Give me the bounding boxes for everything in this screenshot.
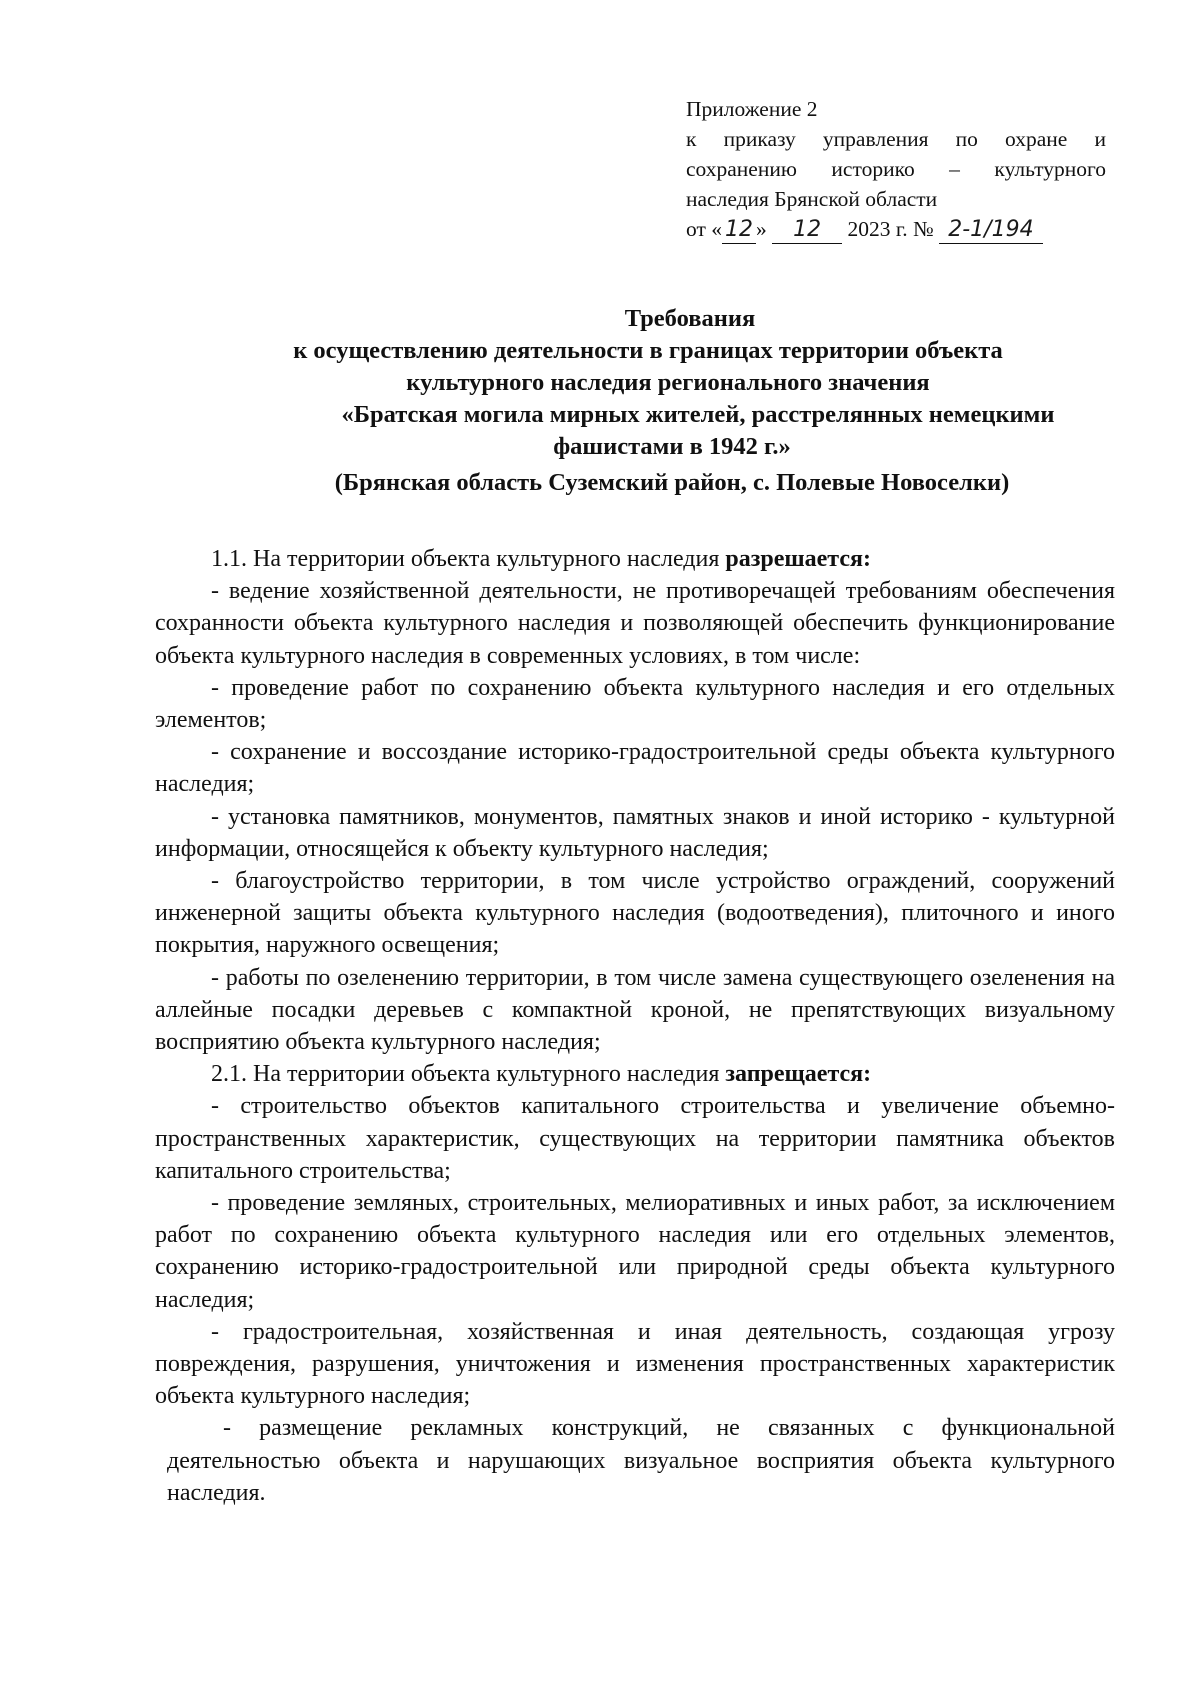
- attachment-line-2: сохранению историко – культурного: [686, 157, 1106, 181]
- attachment-title: Приложение 2: [686, 97, 818, 121]
- order-month: 12: [772, 217, 842, 244]
- title-address: (Брянская область Суземский район, с. Полевые Новоселки): [334, 469, 1010, 496]
- order-date-line: [686, 214, 1106, 244]
- attachment-header: [686, 94, 1106, 244]
- document-title: [150, 303, 1110, 499]
- title-line-2: культурного наследия регионального значения: [406, 369, 930, 396]
- section-2-heading: [155, 1058, 1115, 1090]
- paragraph-1: - ведение хозяйственной деятельности, не противоречащей требованиям обеспечения сохранности объекта культурного наследия и позволяющей обеспечить функционирование объекта культурного наследия в современных условиях, в том числе:: [155, 578, 1115, 669]
- paragraph-7: - строительство объектов капитального строительства и увеличение объемно-пространственных характеристик, существующих на территории памятника объектов капитального строительства;: [155, 1093, 1115, 1184]
- paragraph-4: - установка памятников, монументов, памятных знаков и иной историко - культурной информации, относящейся к объекту культурного наследия;: [155, 803, 1115, 862]
- date-separator: »: [756, 217, 773, 241]
- title-heading: Требования: [624, 305, 756, 332]
- paragraph-9: - градостроительная, хозяйственная и иная деятельность, создающая угрозу повреждения, разрушения, уничтожения и изменения пространственных характеристик объекта культурного наследия;: [155, 1318, 1115, 1410]
- attachment-line-1: к приказу управления по охране и: [686, 127, 1106, 151]
- title-line-4: фашистами в 1942 г.»: [553, 433, 791, 460]
- section-2-keyword: запрещается:: [725, 1061, 872, 1088]
- order-day: 12: [722, 217, 756, 244]
- attachment-line-3: наследия Брянской области: [686, 187, 938, 211]
- section-1-text: 1.1. На территории объекта культурного наследия: [211, 546, 726, 572]
- paragraph-2: - проведение работ по сохранению объекта культурного наследия и его отдельных элементов;: [155, 674, 1115, 734]
- paragraph-6: - работы по озеленению территории, в том числе замена существующего озеленения на аллейные посадки деревьев с компактной кроной, не препятствующих визуальному восприятию объекта культурного наследия;: [155, 964, 1115, 1056]
- year-text: 2023 г. №: [842, 217, 939, 241]
- paragraph-10: - размещение рекламных конструкций, не связанных с функциональной деятельностью объекта и нарушающих визуальное восприятия объекта культурного наследия.: [167, 1415, 1115, 1506]
- title-line-1: к осуществлению деятельности в границах территории объекта: [293, 337, 1003, 364]
- paragraph-5: - благоустройство территории, в том числе устройство ограждений, сооружений инженерной защиты объекта культурного наследия (водоотведения), плиточного и иного покрытия, наружного освещения;: [155, 868, 1115, 959]
- date-prefix: от «: [686, 217, 722, 241]
- section-1-heading: [155, 543, 1115, 575]
- paragraph-8: - проведение земляных, строительных, мелиоративных и иных работ, за исключением работ по сохранению объекта культурного наследия или его отдельных элементов, сохранению историко-градостроительной или природной среды объекта культурного наследия;: [155, 1190, 1115, 1313]
- title-line-3: «Братская могила мирных жителей, расстрелянных немецкими: [341, 401, 1055, 428]
- paragraph-3: - сохранение и воссоздание историко-градостроительной среды объекта культурного наследия;: [155, 739, 1115, 798]
- section-2-text: 2.1. На территории объекта культурного наследия: [211, 1061, 726, 1088]
- order-number: 2-1/194: [939, 217, 1043, 244]
- document-body: [155, 543, 1115, 1509]
- section-1-keyword: разрешается:: [725, 546, 871, 572]
